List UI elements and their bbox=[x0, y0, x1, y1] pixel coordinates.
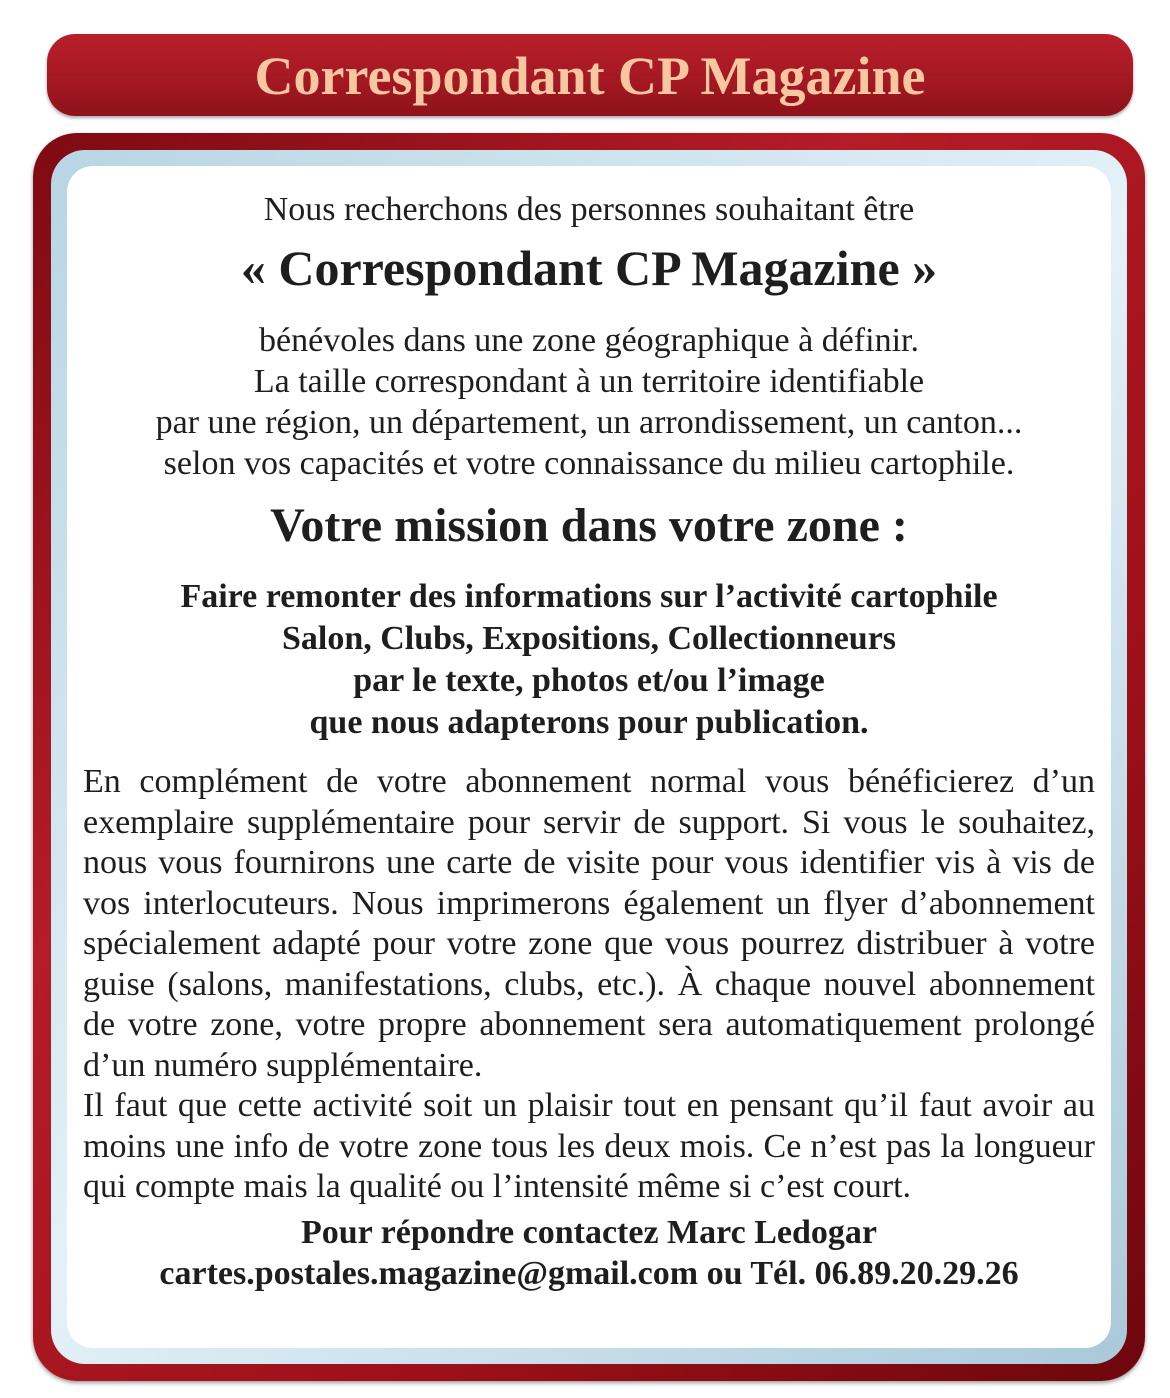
mission-list bbox=[83, 576, 1095, 744]
body-text bbox=[83, 762, 1095, 1208]
quoted-title: « Correspondant CP Magazine » bbox=[240, 240, 938, 296]
contact-block bbox=[83, 1212, 1095, 1294]
mission-line: par le texte, photos et/ou l’image bbox=[353, 662, 825, 699]
contact-name-line: Pour répondre contactez Marc Ledogar bbox=[301, 1213, 877, 1251]
intro-line: Nous recherchons des personnes souhaitant être bbox=[263, 191, 915, 228]
mission-line: Faire remonter des informations sur l’activité cartophile bbox=[180, 578, 998, 615]
zone-line: par une région, un département, un arrondissement, un canton... bbox=[155, 404, 1023, 441]
body-paragraph-2: Il faut que cette activité soit un plaisir tout en pensant qu’il faut avoir au moins une info de votre zone tous les deux mois. Ce n’est pas la longueur qui compte mais la qualité ou l’intensité même si c’est court. bbox=[83, 1087, 1095, 1205]
zone-line: La taille correspondant à un territoire identifiable bbox=[253, 363, 925, 400]
zone-description bbox=[83, 320, 1095, 484]
mission-line: que nous adapterons pour publication. bbox=[309, 704, 869, 741]
header-banner bbox=[47, 34, 1133, 116]
announcement-content bbox=[83, 190, 1095, 1294]
body-paragraph-1: En complément de votre abonnement normal vous bénéficierez d’un exemplaire supplémentaire pour servir de support. Si vous le souhaitez, nous vous fournirons une carte de visite pour vous identifier vis à vis de vos interlocuteurs. Nous imprimerons également un flyer d’abonnement spécialement adapté pour votre zone que vous pourrez distribuer à votre guise (salons, manifestations, clubs, etc.). À chaque nouvel abonnement de votre zone, votre propre abonnement sera automatiquement prolongé d’un numéro supplémentaire. bbox=[83, 763, 1095, 1084]
banner-title: Correspondant CP Magazine bbox=[254, 46, 926, 106]
mission-line: Salon, Clubs, Expositions, Collectionneurs bbox=[281, 620, 897, 657]
mission-heading: Votre mission dans votre zone : bbox=[270, 499, 908, 552]
zone-line: bénévoles dans une zone géographique à définir. bbox=[259, 322, 919, 359]
zone-line: selon vos capacités et votre connaissance du milieu cartophile. bbox=[163, 445, 1015, 482]
contact-details-line: cartes.postales.magazine@gmail.com ou Tél. 06.89.20.29.26 bbox=[159, 1254, 1019, 1292]
